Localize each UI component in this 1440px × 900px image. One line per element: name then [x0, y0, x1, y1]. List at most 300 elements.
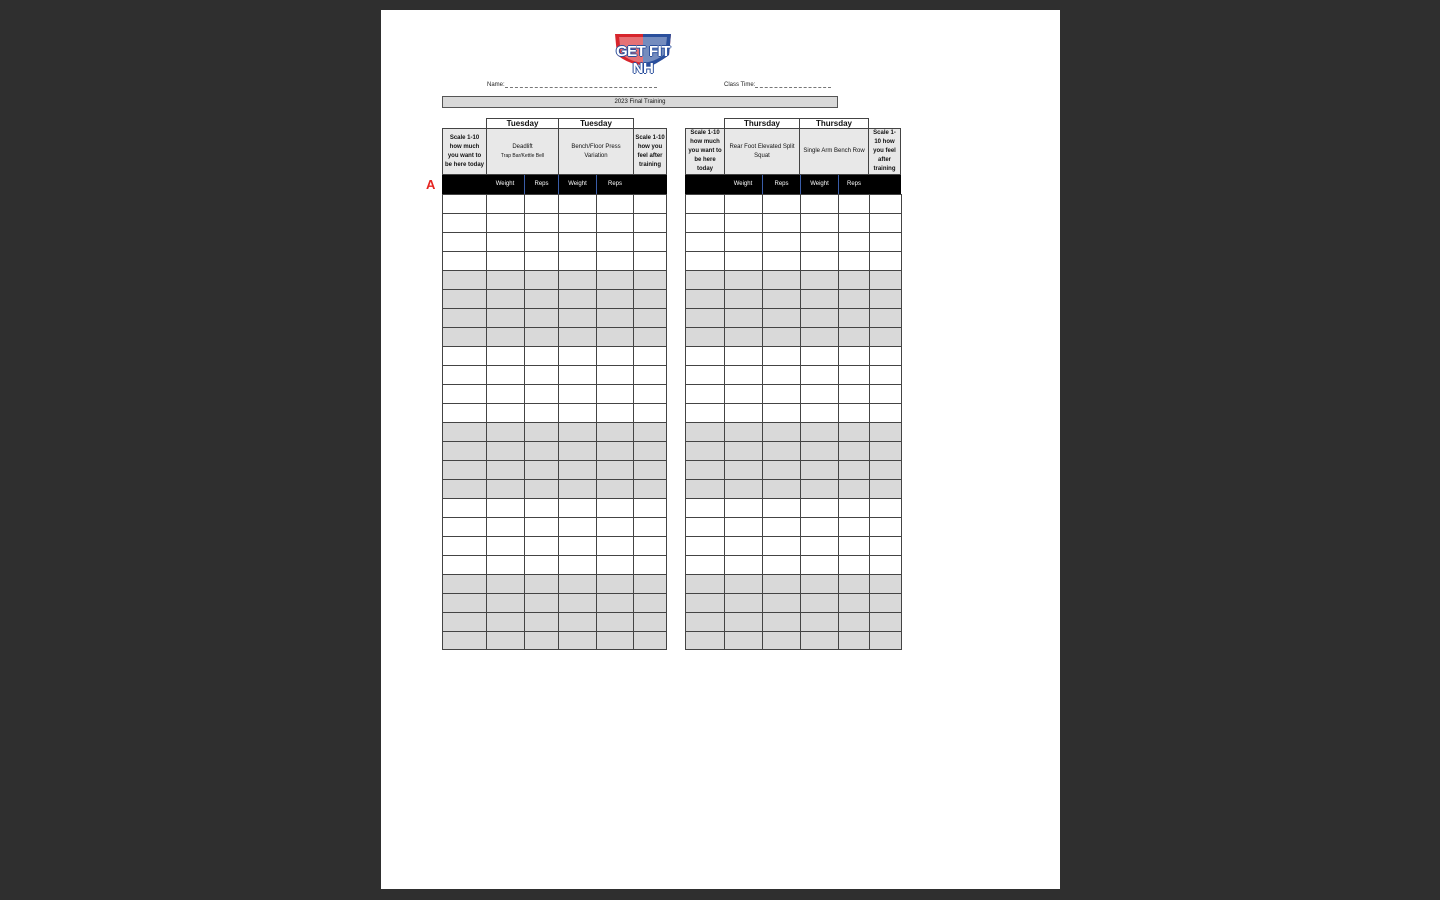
entry-cell[interactable]	[869, 327, 902, 346]
entry-cell[interactable]	[558, 403, 596, 422]
entry-cell[interactable]	[685, 517, 724, 536]
entry-cell[interactable]	[633, 270, 667, 289]
entry-cell[interactable]	[442, 251, 486, 270]
entry-cell[interactable]	[869, 479, 902, 498]
entry-cell[interactable]	[524, 479, 558, 498]
entry-cell[interactable]	[762, 631, 800, 650]
entry-cell[interactable]	[685, 346, 724, 365]
entry-cell[interactable]	[442, 213, 486, 232]
entry-cell[interactable]	[486, 308, 524, 327]
entry-cell[interactable]	[724, 384, 762, 403]
entry-cell[interactable]	[800, 517, 838, 536]
entry-cell[interactable]	[685, 441, 724, 460]
entry-cell[interactable]	[596, 536, 633, 555]
entry-cell[interactable]	[800, 498, 838, 517]
entry-cell[interactable]	[800, 555, 838, 574]
entry-cell[interactable]	[800, 612, 838, 631]
entry-cell[interactable]	[486, 498, 524, 517]
entry-cell[interactable]	[524, 270, 558, 289]
entry-cell[interactable]	[596, 346, 633, 365]
entry-cell[interactable]	[486, 289, 524, 308]
entry-cell[interactable]	[800, 327, 838, 346]
entry-cell[interactable]	[596, 498, 633, 517]
entry-cell[interactable]	[800, 403, 838, 422]
entry-cell[interactable]	[596, 441, 633, 460]
entry-cell[interactable]	[558, 308, 596, 327]
entry-cell[interactable]	[724, 441, 762, 460]
entry-cell[interactable]	[486, 612, 524, 631]
entry-cell[interactable]	[524, 327, 558, 346]
entry-cell[interactable]	[685, 555, 724, 574]
entry-cell[interactable]	[558, 536, 596, 555]
entry-cell[interactable]	[800, 289, 838, 308]
entry-cell[interactable]	[685, 403, 724, 422]
entry-cell[interactable]	[524, 365, 558, 384]
entry-cell[interactable]	[633, 441, 667, 460]
entry-cell[interactable]	[838, 365, 869, 384]
entry-cell[interactable]	[838, 194, 869, 213]
entry-cell[interactable]	[685, 631, 724, 650]
entry-cell[interactable]	[486, 194, 524, 213]
entry-cell[interactable]	[524, 441, 558, 460]
entry-cell[interactable]	[724, 365, 762, 384]
entry-cell[interactable]	[633, 536, 667, 555]
entry-cell[interactable]	[524, 194, 558, 213]
entry-cell[interactable]	[724, 251, 762, 270]
entry-cell[interactable]	[838, 498, 869, 517]
entry-cell[interactable]	[724, 422, 762, 441]
entry-cell[interactable]	[762, 270, 800, 289]
entry-cell[interactable]	[762, 194, 800, 213]
entry-cell[interactable]	[524, 574, 558, 593]
entry-cell[interactable]	[762, 365, 800, 384]
entry-cell[interactable]	[762, 517, 800, 536]
entry-cell[interactable]	[442, 403, 486, 422]
entry-cell[interactable]	[596, 612, 633, 631]
entry-cell[interactable]	[486, 422, 524, 441]
day-header-tuesday-2: Tuesday	[558, 118, 634, 130]
reps-label: Reps	[762, 175, 800, 194]
entry-cell[interactable]	[724, 289, 762, 308]
entry-cell[interactable]	[558, 498, 596, 517]
entry-cell[interactable]	[596, 327, 633, 346]
entry-cell[interactable]	[442, 593, 486, 612]
entry-cell[interactable]	[524, 498, 558, 517]
day-header-thursday-2: Thursday	[799, 118, 869, 130]
entry-cell[interactable]	[724, 270, 762, 289]
entry-cell[interactable]	[486, 536, 524, 555]
entry-cell[interactable]	[442, 479, 486, 498]
entry-cell[interactable]	[524, 460, 558, 479]
entry-cell[interactable]	[685, 251, 724, 270]
entry-cell[interactable]	[524, 251, 558, 270]
entry-cell[interactable]	[524, 384, 558, 403]
entry-cell[interactable]	[486, 327, 524, 346]
entry-cell[interactable]	[869, 365, 902, 384]
entry-cell[interactable]	[685, 574, 724, 593]
entry-cell[interactable]	[558, 289, 596, 308]
entry-cell[interactable]	[724, 479, 762, 498]
entry-cell[interactable]	[524, 346, 558, 365]
entry-cell[interactable]	[724, 612, 762, 631]
entry-cell[interactable]	[762, 574, 800, 593]
entry-cell[interactable]	[838, 612, 869, 631]
entry-cell[interactable]	[685, 498, 724, 517]
entry-cell[interactable]	[558, 441, 596, 460]
entry-cell[interactable]	[558, 346, 596, 365]
entry-cell[interactable]	[800, 384, 838, 403]
entry-cell[interactable]	[724, 517, 762, 536]
entry-cell[interactable]	[633, 631, 667, 650]
scale-before-header	[685, 128, 725, 175]
entry-cell[interactable]	[838, 422, 869, 441]
entry-cell[interactable]	[838, 232, 869, 251]
entry-cell[interactable]	[724, 593, 762, 612]
entry-cell[interactable]	[869, 555, 902, 574]
entry-cell[interactable]	[869, 460, 902, 479]
entry-cell[interactable]	[633, 327, 667, 346]
entry-cell[interactable]	[596, 479, 633, 498]
entry-cell[interactable]	[724, 631, 762, 650]
entry-cell[interactable]	[869, 194, 902, 213]
entry-cell[interactable]	[486, 232, 524, 251]
entry-cell[interactable]	[524, 517, 558, 536]
entry-cell[interactable]	[685, 232, 724, 251]
entry-cell[interactable]	[869, 384, 902, 403]
entry-cell[interactable]	[596, 384, 633, 403]
entry-cell[interactable]	[838, 308, 869, 327]
entry-cell[interactable]	[762, 251, 800, 270]
entry-cell[interactable]	[442, 289, 486, 308]
entry-cell[interactable]	[596, 251, 633, 270]
entry-cell[interactable]	[596, 460, 633, 479]
entry-cell[interactable]	[685, 270, 724, 289]
entry-cell[interactable]	[685, 384, 724, 403]
entry-cell[interactable]	[869, 232, 902, 251]
entry-cell[interactable]	[685, 479, 724, 498]
entry-cell[interactable]	[524, 612, 558, 631]
entry-cell[interactable]	[486, 365, 524, 384]
entry-cell[interactable]	[558, 194, 596, 213]
entry-cell[interactable]	[800, 232, 838, 251]
entry-cell[interactable]	[442, 460, 486, 479]
entry-cell[interactable]	[685, 213, 724, 232]
entry-cell[interactable]	[838, 270, 869, 289]
entry-cell[interactable]	[596, 422, 633, 441]
entry-cell[interactable]	[724, 346, 762, 365]
entry-cell[interactable]	[869, 270, 902, 289]
entry-cell[interactable]	[442, 517, 486, 536]
entry-cell[interactable]	[442, 194, 486, 213]
entry-cell[interactable]	[724, 574, 762, 593]
entry-cell[interactable]	[869, 593, 902, 612]
entry-cell[interactable]	[685, 612, 724, 631]
entry-cell[interactable]	[633, 498, 667, 517]
entry-cell[interactable]	[442, 270, 486, 289]
entry-cell[interactable]	[486, 441, 524, 460]
entry-cell[interactable]	[838, 251, 869, 270]
entry-cell[interactable]	[558, 327, 596, 346]
entry-cell[interactable]	[558, 365, 596, 384]
entry-cell[interactable]	[558, 232, 596, 251]
entry-cell[interactable]	[442, 555, 486, 574]
entry-cell[interactable]	[558, 593, 596, 612]
entry-cell[interactable]	[838, 460, 869, 479]
entry-cell[interactable]	[442, 384, 486, 403]
entry-cell[interactable]	[633, 346, 667, 365]
entry-cell[interactable]	[762, 479, 800, 498]
entry-cell[interactable]	[724, 555, 762, 574]
entry-cell[interactable]	[838, 403, 869, 422]
entry-cell[interactable]	[800, 422, 838, 441]
scale-after-header	[633, 128, 667, 175]
entry-cell[interactable]	[558, 422, 596, 441]
entry-cell[interactable]	[869, 251, 902, 270]
entry-cell[interactable]	[596, 403, 633, 422]
entry-cell[interactable]	[524, 422, 558, 441]
entry-cell[interactable]	[486, 270, 524, 289]
entry-cell[interactable]	[596, 365, 633, 384]
entry-cell[interactable]	[762, 232, 800, 251]
entry-cell[interactable]	[524, 593, 558, 612]
entry-cell[interactable]	[724, 194, 762, 213]
entry-cell[interactable]	[838, 517, 869, 536]
entry-cell[interactable]	[869, 213, 902, 232]
entry-cell[interactable]	[838, 574, 869, 593]
entry-cell[interactable]	[558, 251, 596, 270]
entry-cell[interactable]	[869, 517, 902, 536]
entry-cell[interactable]	[558, 479, 596, 498]
entry-cell[interactable]	[800, 479, 838, 498]
entry-cell[interactable]	[486, 593, 524, 612]
entry-cell[interactable]	[685, 460, 724, 479]
entry-cell[interactable]	[838, 213, 869, 232]
entry-cell[interactable]	[685, 308, 724, 327]
weight-label: Weight	[733, 181, 753, 187]
entry-cell[interactable]	[633, 422, 667, 441]
entry-cell[interactable]	[762, 498, 800, 517]
entry-cell[interactable]	[869, 498, 902, 517]
entry-cell[interactable]	[486, 213, 524, 232]
entry-cell[interactable]	[442, 232, 486, 251]
entry-cell[interactable]	[486, 251, 524, 270]
entry-cell[interactable]	[762, 384, 800, 403]
entry-cell[interactable]	[558, 213, 596, 232]
entry-cell[interactable]	[596, 631, 633, 650]
entry-cell[interactable]	[596, 289, 633, 308]
entry-cell[interactable]	[486, 403, 524, 422]
entry-cell[interactable]	[442, 346, 486, 365]
entry-cell[interactable]	[486, 631, 524, 650]
entry-cell[interactable]	[762, 422, 800, 441]
entry-cell[interactable]	[596, 194, 633, 213]
entry-cell[interactable]	[800, 574, 838, 593]
entry-cell[interactable]	[633, 289, 667, 308]
entry-cell[interactable]	[596, 270, 633, 289]
subheader-row-right	[685, 175, 901, 194]
entry-cell[interactable]	[442, 327, 486, 346]
entry-cell[interactable]	[558, 612, 596, 631]
entry-cell[interactable]	[558, 631, 596, 650]
entry-cell[interactable]	[558, 517, 596, 536]
entry-cell[interactable]	[486, 574, 524, 593]
entry-cell[interactable]	[596, 232, 633, 251]
entry-cell[interactable]	[633, 194, 667, 213]
entry-cell[interactable]	[762, 536, 800, 555]
entry-cell[interactable]	[596, 213, 633, 232]
entry-cell[interactable]	[524, 232, 558, 251]
entry-cell[interactable]	[633, 365, 667, 384]
entry-cell[interactable]	[869, 574, 902, 593]
entry-cell[interactable]	[838, 536, 869, 555]
entry-cell[interactable]	[558, 555, 596, 574]
entry-cell[interactable]	[869, 403, 902, 422]
entry-cell[interactable]	[633, 555, 667, 574]
entry-cell[interactable]	[762, 327, 800, 346]
entry-cell[interactable]	[762, 289, 800, 308]
entry-cell[interactable]	[558, 270, 596, 289]
entry-cell[interactable]	[524, 631, 558, 650]
entry-cell[interactable]	[442, 631, 486, 650]
entry-cell[interactable]	[800, 365, 838, 384]
entry-cell[interactable]	[762, 308, 800, 327]
entry-cell[interactable]	[486, 460, 524, 479]
entry-cell[interactable]	[869, 441, 902, 460]
entry-cell[interactable]	[762, 403, 800, 422]
name-field[interactable]	[487, 82, 657, 88]
entry-cell[interactable]	[633, 213, 667, 232]
entry-cell[interactable]	[800, 460, 838, 479]
entry-cell[interactable]	[724, 213, 762, 232]
entry-cell[interactable]	[869, 289, 902, 308]
entry-cell[interactable]	[486, 346, 524, 365]
entry-cell[interactable]	[442, 422, 486, 441]
entry-cell[interactable]	[685, 289, 724, 308]
entry-cell[interactable]	[442, 574, 486, 593]
entry-cell[interactable]	[724, 403, 762, 422]
entry-cell[interactable]	[724, 232, 762, 251]
entry-cell[interactable]	[442, 441, 486, 460]
day-header-tuesday-1: Tuesday	[486, 118, 559, 130]
entry-cell[interactable]	[762, 593, 800, 612]
entry-cell[interactable]	[596, 555, 633, 574]
entry-cell[interactable]	[633, 384, 667, 403]
entry-cell[interactable]	[486, 517, 524, 536]
entry-cell[interactable]	[869, 631, 902, 650]
entry-cell[interactable]	[762, 555, 800, 574]
entry-cell[interactable]	[838, 555, 869, 574]
entry-cell[interactable]	[724, 536, 762, 555]
entry-cell[interactable]	[685, 194, 724, 213]
entry-cell[interactable]	[724, 308, 762, 327]
entry-cell[interactable]	[524, 289, 558, 308]
entry-cell[interactable]	[838, 384, 869, 403]
entry-cell[interactable]	[596, 574, 633, 593]
entry-cell[interactable]	[869, 308, 902, 327]
entry-cell[interactable]	[558, 460, 596, 479]
entry-cell[interactable]	[800, 270, 838, 289]
entry-cell[interactable]	[633, 251, 667, 270]
entry-cell[interactable]	[838, 479, 869, 498]
entry-cell[interactable]	[558, 574, 596, 593]
entry-cell[interactable]	[685, 536, 724, 555]
entry-cell[interactable]	[633, 517, 667, 536]
entry-cell[interactable]	[800, 593, 838, 612]
entry-cell[interactable]	[800, 213, 838, 232]
entry-cell[interactable]	[524, 536, 558, 555]
entry-cell[interactable]	[442, 612, 486, 631]
entry-cell[interactable]	[633, 460, 667, 479]
entry-cell[interactable]	[596, 517, 633, 536]
entry-cell[interactable]	[524, 213, 558, 232]
entry-cell[interactable]	[685, 593, 724, 612]
entry-cell[interactable]	[800, 631, 838, 650]
entry-cell[interactable]	[524, 403, 558, 422]
entry-cell[interactable]	[685, 422, 724, 441]
entry-cell[interactable]	[633, 232, 667, 251]
entry-cell[interactable]	[524, 555, 558, 574]
entry-cell[interactable]	[800, 251, 838, 270]
entry-cell[interactable]	[869, 612, 902, 631]
entry-cell[interactable]	[762, 441, 800, 460]
entry-cell[interactable]	[558, 384, 596, 403]
entry-cell[interactable]	[596, 308, 633, 327]
entry-cell[interactable]	[442, 365, 486, 384]
entry-cell[interactable]	[633, 479, 667, 498]
entry-cell[interactable]	[800, 441, 838, 460]
entry-cell[interactable]	[762, 346, 800, 365]
entry-cell[interactable]	[724, 460, 762, 479]
entry-cell[interactable]	[685, 365, 724, 384]
entry-cell[interactable]	[633, 593, 667, 612]
scale-after-text: Scale 1-10 how you feel after training	[873, 130, 896, 172]
entry-cell[interactable]	[596, 593, 633, 612]
entry-cell[interactable]	[633, 574, 667, 593]
entry-cell[interactable]	[838, 346, 869, 365]
entry-cell[interactable]	[800, 194, 838, 213]
entry-cell[interactable]	[762, 612, 800, 631]
entry-cell[interactable]	[442, 536, 486, 555]
entry-cell[interactable]	[838, 441, 869, 460]
entry-cell[interactable]	[838, 327, 869, 346]
entry-cell[interactable]	[633, 612, 667, 631]
entry-cell[interactable]	[685, 327, 724, 346]
entry-cell[interactable]	[442, 308, 486, 327]
entry-cell[interactable]	[633, 308, 667, 327]
entry-cell[interactable]	[800, 536, 838, 555]
class-time-field[interactable]	[724, 82, 831, 88]
entry-cell[interactable]	[838, 289, 869, 308]
entry-cell[interactable]	[724, 327, 762, 346]
entry-cell[interactable]	[838, 631, 869, 650]
entry-cell[interactable]	[869, 422, 902, 441]
entry-cell[interactable]	[762, 460, 800, 479]
entry-cell[interactable]	[869, 346, 902, 365]
entry-cell[interactable]	[486, 479, 524, 498]
entry-cell[interactable]	[486, 384, 524, 403]
entry-cell[interactable]	[800, 346, 838, 365]
entry-cell[interactable]	[442, 498, 486, 517]
entry-cell[interactable]	[838, 593, 869, 612]
entry-cell[interactable]	[633, 403, 667, 422]
entry-cell[interactable]	[486, 555, 524, 574]
entry-cell[interactable]	[800, 308, 838, 327]
entry-cell[interactable]	[524, 308, 558, 327]
entry-cell[interactable]	[869, 536, 902, 555]
exercise-header-bench-press	[558, 128, 634, 175]
entry-cell[interactable]	[762, 213, 800, 232]
entry-cell[interactable]	[724, 498, 762, 517]
